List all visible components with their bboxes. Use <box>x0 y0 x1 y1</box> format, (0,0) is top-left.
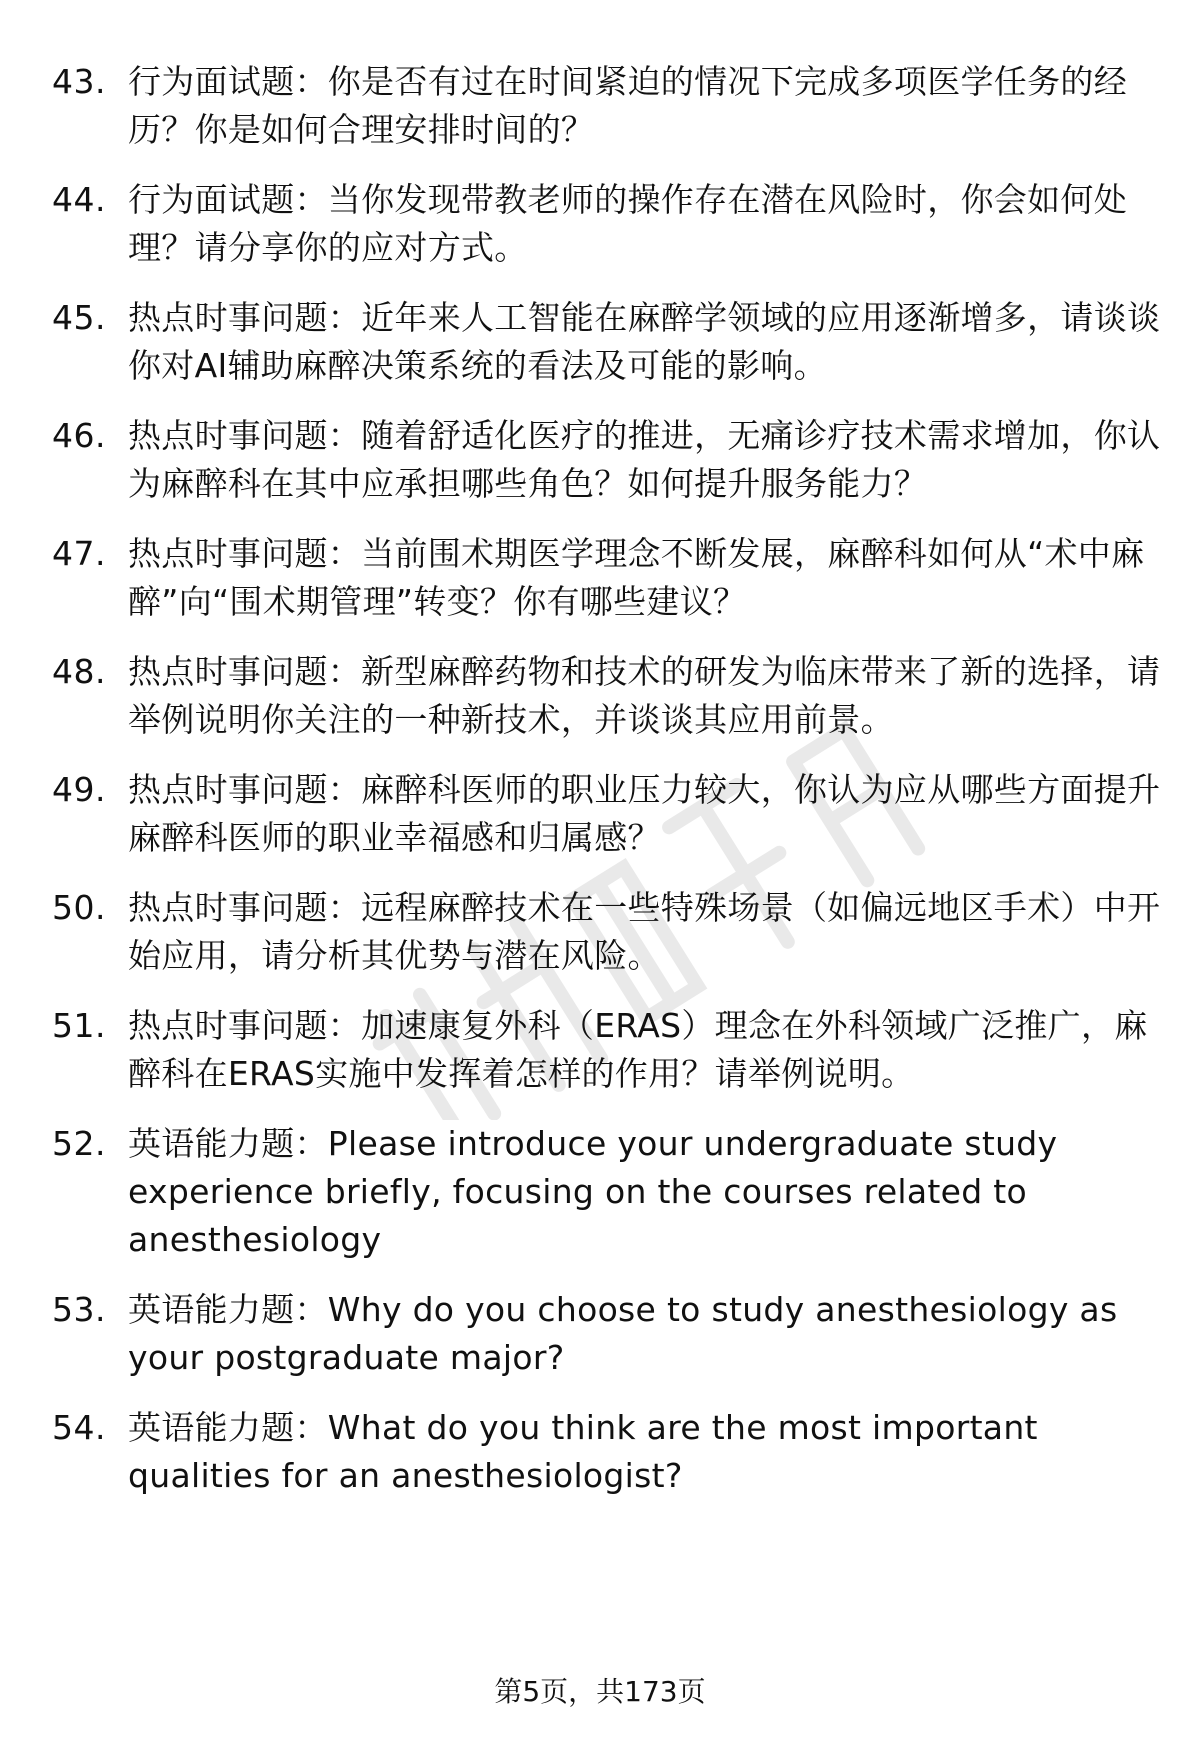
list-item <box>52 766 1162 862</box>
question-text: 热点时事问题：加速康复外科（ERAS）理念在外科领域广泛推广，麻醉科在ERAS实施中发挥着怎样的作用？请举例说明。 <box>128 1006 1148 1093</box>
question-number: 46. <box>52 416 106 455</box>
list-item <box>52 884 1162 980</box>
question-text: 英语能力题：What do you think are the most important qualities for an anesthesiologist? <box>128 1408 1038 1495</box>
list-item <box>52 1002 1162 1098</box>
list-item <box>52 530 1162 626</box>
question-text: 热点时事问题：当前围术期医学理念不断发展，麻醉科如何从“术中麻醉”向“围术期管理”转变？你有哪些建议？ <box>128 534 1145 621</box>
question-text: 英语能力题：Please introduce your undergraduate study experience briefly, focusing on the courses related to anesthesiology <box>128 1124 1058 1259</box>
question-number: 53. <box>52 1290 106 1329</box>
question-text: 行为面试题：当你发现带教老师的操作存在潜在风险时，你会如何处理？请分享你的应对方式。 <box>128 180 1127 267</box>
question-text: 热点时事问题：随着舒适化医疗的推进，无痛诊疗技术需求增加，你认为麻醉科在其中应承担哪些角色？如何提升服务能力？ <box>128 416 1161 503</box>
list-item <box>52 412 1162 508</box>
question-number: 49. <box>52 770 106 809</box>
list-item <box>52 1404 1162 1500</box>
list-item <box>52 1286 1162 1382</box>
question-number: 51. <box>52 1006 106 1045</box>
list-item <box>52 648 1162 744</box>
question-number: 48. <box>52 652 106 691</box>
list-item <box>52 294 1162 390</box>
question-text: 英语能力题：Why do you choose to study anesthesiology as your postgraduate major? <box>128 1290 1118 1377</box>
question-number: 47. <box>52 534 106 573</box>
question-text: 热点时事问题：麻醉科医师的职业压力较大，你认为应从哪些方面提升麻醉科医师的职业幸福感和归属感？ <box>128 770 1161 857</box>
question-text: 热点时事问题：近年来人工智能在麻醉学领域的应用逐渐增多，请谈谈你对AI辅助麻醉决策系统的看法及可能的影响。 <box>128 298 1161 385</box>
question-number: 52. <box>52 1124 106 1163</box>
question-text: 热点时事问题：新型麻醉药物和技术的研发为临床带来了新的选择，请举例说明你关注的一种新技术，并谈谈其应用前景。 <box>128 652 1161 739</box>
question-number: 54. <box>52 1408 106 1447</box>
list-item <box>52 176 1162 272</box>
list-item <box>52 58 1162 154</box>
page-footer <box>0 1672 1200 1712</box>
question-number: 43. <box>52 62 106 101</box>
question-number: 45. <box>52 298 106 337</box>
question-number: 50. <box>52 888 106 927</box>
page-number-label: 第5页，共173页 <box>494 1675 706 1708</box>
list-item <box>52 1120 1162 1264</box>
question-number: 44. <box>52 180 106 219</box>
question-text: 热点时事问题：远程麻醉技术在一些特殊场景（如偏远地区手术）中开始应用，请分析其优势与潜在风险。 <box>128 888 1161 975</box>
question-list <box>52 58 1162 1522</box>
question-text: 行为面试题：你是否有过在时间紧迫的情况下完成多项医学任务的经历？你是如何合理安排时间的？ <box>128 62 1127 149</box>
